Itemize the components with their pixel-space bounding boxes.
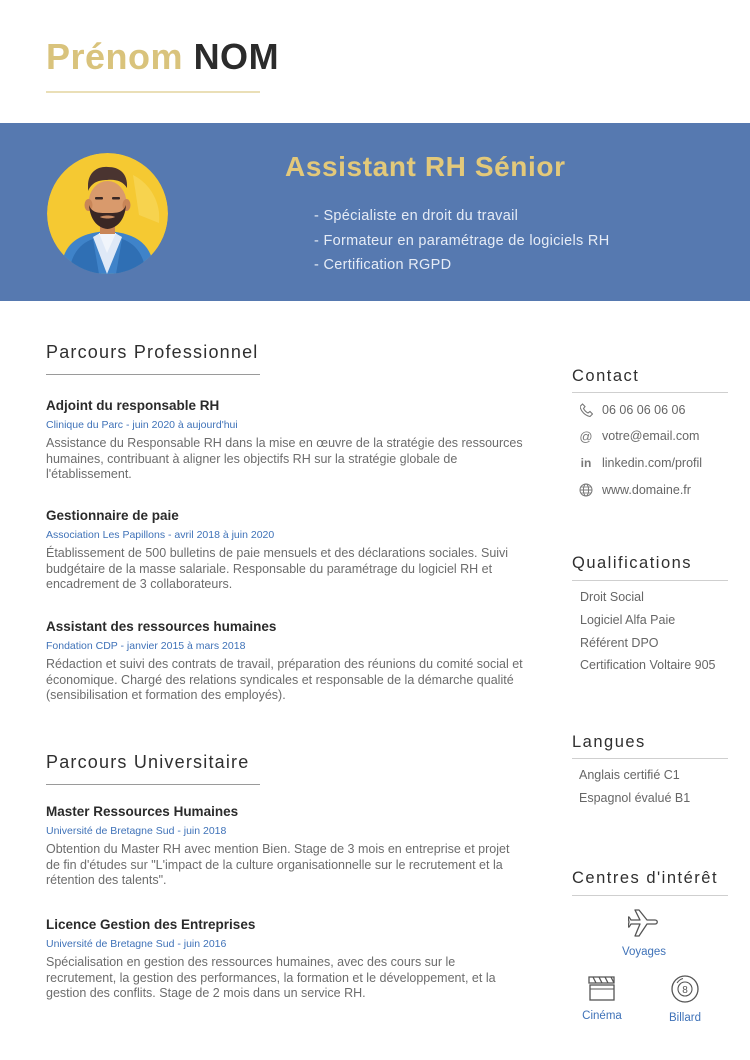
job-title: Assistant RH Sénior: [285, 151, 566, 182]
entry-title: Master Ressources Humaines: [46, 804, 239, 819]
clapperboard-icon: [587, 974, 617, 1002]
interest-cinema: [567, 974, 637, 1022]
name-heading: [46, 36, 279, 78]
qualifications-section-title: Qualifications: [572, 554, 693, 572]
first-name: Prénom: [46, 36, 184, 77]
entry-description: Rédaction et suivi des contrats de travail, préparation des réunions du comité social et économique. Chargé des relations syndicales et responsable de la démarche qualité (sensibilisation et formation des employés).: [46, 657, 523, 702]
entry-description: Obtention du Master RH avec mention Bien. Stage de 3 mois en entreprise et projet de fin d'études sur "L'impact de la culture organisationnelle sur le recrutement et la rétention des talents".: [46, 842, 510, 887]
qualifications-section-rule: [572, 580, 728, 581]
entry-meta: Clinique du Parc - juin 2020 à aujourd'hui: [46, 419, 238, 431]
website-link[interactable]: www.domaine.fr: [602, 483, 691, 497]
highlight-item: - Formateur en paramétrage de logiciels RH: [314, 232, 610, 249]
interests-section-rule: [572, 895, 728, 896]
svg-text:8: 8: [682, 985, 688, 996]
linkedin-link[interactable]: linkedin.com/profil: [602, 456, 703, 470]
interest-billard: [650, 974, 720, 1024]
education-entry: [46, 916, 526, 1002]
interest-label: Voyages: [621, 946, 667, 958]
avatar: [47, 153, 168, 274]
name-underline: [46, 91, 260, 93]
languages-section-rule: [572, 758, 728, 759]
billiard-ball-icon: [670, 974, 700, 1004]
entry-description: Spécialisation en gestion des ressources humaines, avec des cours sur le recrutement, la gestion des performances, la formation et le développement, et la gestion des conflits. Stage de 2 mois dans un service RH.: [46, 955, 496, 1000]
highlights-list: [314, 206, 609, 280]
entry-title: Gestionnaire de paie: [46, 508, 179, 523]
entry-description: Assistance du Responsable RH dans la mise en œuvre de la stratégie des ressources humaines, contribuant à aligner les objectifs RH sur la stratégie globale de l'établissement.: [46, 436, 523, 481]
contact-phone: [578, 401, 685, 419]
interest-label: Billard: [669, 1012, 701, 1024]
language-item: Espagnol évalué B1: [579, 791, 691, 805]
email-link[interactable]: votre@email.com: [602, 429, 700, 443]
contact-section-rule: [572, 392, 728, 393]
entry-meta: Fondation CDP - janvier 2015 à mars 2018: [46, 640, 246, 652]
professional-section-rule: [46, 374, 260, 375]
highlight-item: - Certification RGPD: [314, 257, 452, 273]
qualification-item: Référent DPO: [580, 636, 659, 650]
highlight-item: - Spécialiste en droit du travail: [314, 208, 519, 224]
contact-linkedin: [578, 454, 702, 472]
entry-meta: Association Les Papillons - avril 2018 à juin 2020: [46, 529, 275, 541]
entry-meta: Université de Bretagne Sud - juin 2016: [46, 938, 227, 950]
phone-icon: [578, 402, 594, 418]
linkedin-icon: in: [580, 456, 592, 470]
entry-title: Assistant des ressources humaines: [46, 619, 277, 634]
entry-description: Établissement de 500 bulletins de paie mensuels et des déclarations sociales. Suivi budgétaire de la masse salariale. Responsable du paramétrage du logiciel RH et encadrement de 3 collaborateurs.: [46, 546, 509, 591]
interests-section-title: Centres d'intérêt: [572, 869, 719, 887]
contact-website: [578, 481, 691, 499]
avatar-illustration-icon: [47, 153, 168, 274]
education-entry: [46, 803, 526, 889]
contact-section-title: Contact: [572, 367, 640, 385]
experience-entry: [46, 507, 526, 593]
language-item: Anglais certifié C1: [579, 768, 680, 782]
experience-entry: [46, 618, 526, 704]
interest-label: Cinéma: [582, 1010, 622, 1022]
interest-voyages: [609, 908, 679, 958]
entry-title: Adjoint du responsable RH: [46, 398, 220, 413]
languages-section-title: Langues: [572, 733, 646, 751]
education-section-rule: [46, 784, 260, 785]
globe-icon: [578, 482, 594, 498]
education-section-title: Parcours Universitaire: [46, 752, 250, 772]
last-name: NOM: [193, 36, 280, 77]
qualification-item: Droit Social: [580, 590, 644, 604]
experience-entry: [46, 397, 526, 483]
phone-text[interactable]: 06 06 06 06 06: [602, 403, 686, 417]
airplane-icon: [628, 908, 660, 938]
at-sign-icon: @: [579, 428, 593, 444]
contact-email: [578, 427, 699, 445]
professional-section-title: Parcours Professionnel: [46, 342, 259, 362]
entry-meta: Université de Bretagne Sud - juin 2018: [46, 825, 227, 837]
qualification-item: Certification Voltaire 905: [580, 658, 716, 672]
entry-title: Licence Gestion des Entreprises: [46, 917, 256, 932]
qualification-item: Logiciel Alfa Paie: [580, 613, 676, 627]
